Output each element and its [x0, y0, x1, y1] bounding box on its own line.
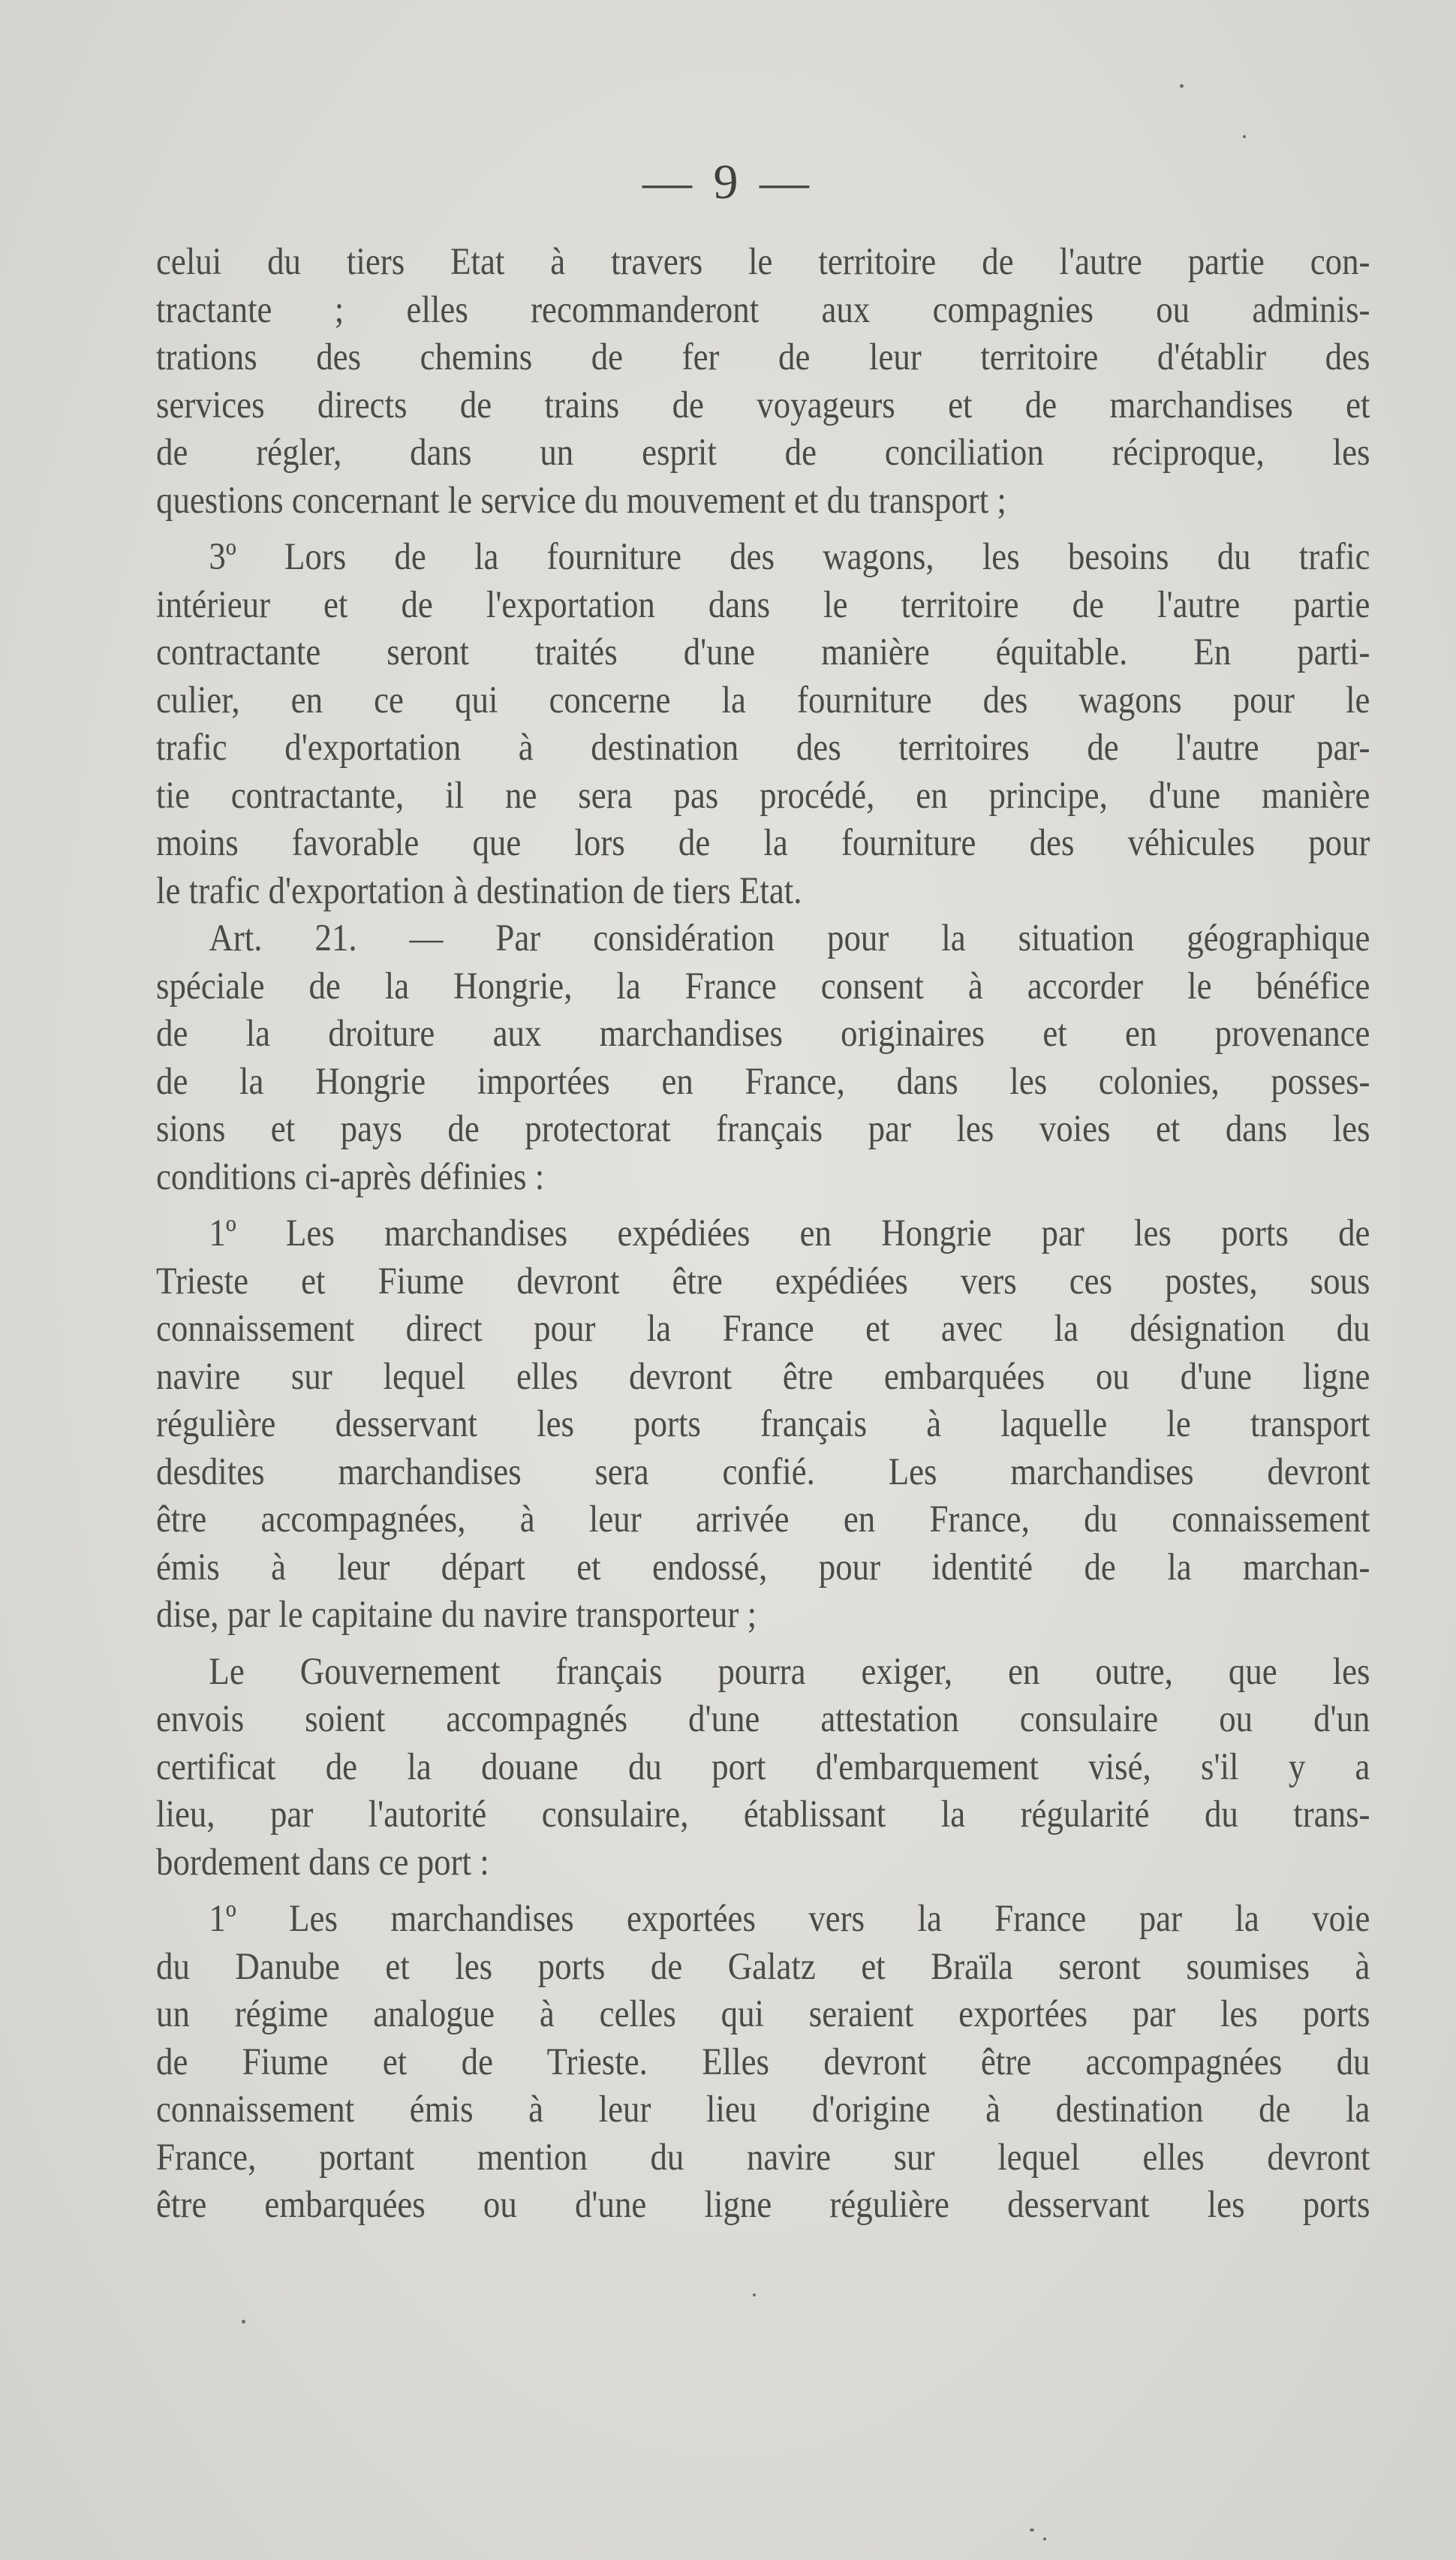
text-line: Le Gouvernement français pourra exiger, en outre, que les: [209, 1650, 1370, 1693]
text-line: Trieste et Fiume devront être expédiées vers ces postes, sous: [156, 1260, 1370, 1303]
paragraph-government: [156, 1649, 1370, 1887]
text-line: de régler, dans un esprit de conciliation réciproque, les: [156, 432, 1370, 474]
text-line: lieu, par l'autorité consulaire, établissant la régularité du trans-: [156, 1794, 1370, 1836]
text-line: celui du tiers Etat à travers le territoire de l'autre partie con-: [156, 241, 1370, 283]
text-line: sions et pays de protectorat français par les voies et dans les: [156, 1108, 1370, 1150]
text-line: 1º Les marchandises exportées vers la France par la voie: [209, 1898, 1370, 1940]
text-line: Art. 21. — Par considération pour la situation géographique: [209, 917, 1370, 959]
paper-speck: [1030, 2528, 1034, 2531]
text-line: culier, en ce qui concerne la fourniture des wagons pour le: [156, 679, 1370, 721]
text-line: desdites marchandises sera confié. Les marchandises devront: [156, 1450, 1370, 1493]
text-line: trafic d'exportation à destination des territoires de l'autre par-: [156, 727, 1370, 769]
text-line: services directs de trains de voyageurs et de marchandises et: [156, 384, 1370, 426]
text-line: du Danube et les ports de Galatz et Braïla seront soumises à: [156, 1945, 1370, 1988]
paper-speck: [1043, 2537, 1046, 2540]
text-line: France, portant mention du navire sur lequel elles devront: [156, 2136, 1370, 2179]
text-line: 3º Lors de la fourniture des wagons, les besoins du trafic: [209, 536, 1370, 578]
text-line: de Fiume et de Trieste. Elles devront être accompagnées du: [156, 2040, 1370, 2083]
paragraph-railway-services: [156, 239, 1370, 525]
paper-speck: [1243, 135, 1246, 138]
text-line: de la Hongrie importées en France, dans les colonies, posses-: [156, 1060, 1370, 1103]
text-line: questions concernant le service du mouvement et du transport ;: [156, 479, 1006, 522]
text-line: tractante ; elles recommanderont aux compagnies ou adminis-: [156, 288, 1370, 331]
text-line: navire sur lequel elles devront être embarquées ou d'une ligne: [156, 1355, 1370, 1398]
text-line: intérieur et de l'exportation dans le territoire de l'autre partie: [156, 583, 1370, 626]
text-line: bordement dans ce port :: [156, 1841, 489, 1884]
text-line: connaissement direct pour la France et avec la désignation du: [156, 1308, 1370, 1350]
text-line: connaissement émis à leur lieu d'origine à destination de la: [156, 2089, 1370, 2131]
text-line: régulière desservant les ports français à laquelle le transport: [156, 1403, 1370, 1445]
text-line: le trafic d'exportation à destination de tiers Etat.: [156, 869, 802, 912]
text-line: être accompagnées, à leur arrivée en France, du connaissement: [156, 1498, 1370, 1541]
body-text: [156, 239, 1370, 2230]
text-line: 1º Les marchandises expédiées en Hongrie par les ports de: [209, 1212, 1370, 1254]
text-line: émis à leur départ et endossé, pour identité de la marchan-: [156, 1546, 1370, 1589]
text-line: un régime analogue à celles qui seraient exportées par les ports: [156, 1993, 1370, 2035]
paragraph-trieste-fiume: [156, 1210, 1370, 1640]
paragraph-danube: [156, 1896, 1370, 2230]
text-line: contractante seront traités d'une manière équitable. En parti-: [156, 631, 1370, 673]
paper-speck: [242, 2320, 245, 2324]
text-line: certificat de la douane du port d'embarquement visé, s'il y a: [156, 1745, 1370, 1788]
text-line: trations des chemins de fer de leur territoire d'établir des: [156, 336, 1370, 378]
text-line: spéciale de la Hongrie, la France consent à accorder le bénéfice: [156, 965, 1370, 1007]
paragraph-article-21: [156, 915, 1370, 1201]
page-number: — 9 —: [642, 155, 814, 209]
text-line: envois soient accompagnés d'une attestation consulaire ou d'un: [156, 1698, 1370, 1740]
paper-speck: [753, 2293, 756, 2296]
text-line: conditions ci-après définies :: [156, 1155, 545, 1198]
text-line: tie contractante, il ne sera pas procédé, en principe, d'une manière: [156, 774, 1370, 817]
text-line: être embarquées ou d'une ligne régulière desservant les ports: [156, 2184, 1370, 2226]
text-line: dise, par le capitaine du navire transporteur ;: [156, 1594, 757, 1636]
text-line: moins favorable que lors de la fourniture des véhicules pour: [156, 822, 1370, 864]
paper-speck: [1180, 84, 1184, 88]
text-line: de la droiture aux marchandises originaires et en provenance: [156, 1013, 1370, 1055]
paragraph-wagons: [156, 534, 1370, 915]
